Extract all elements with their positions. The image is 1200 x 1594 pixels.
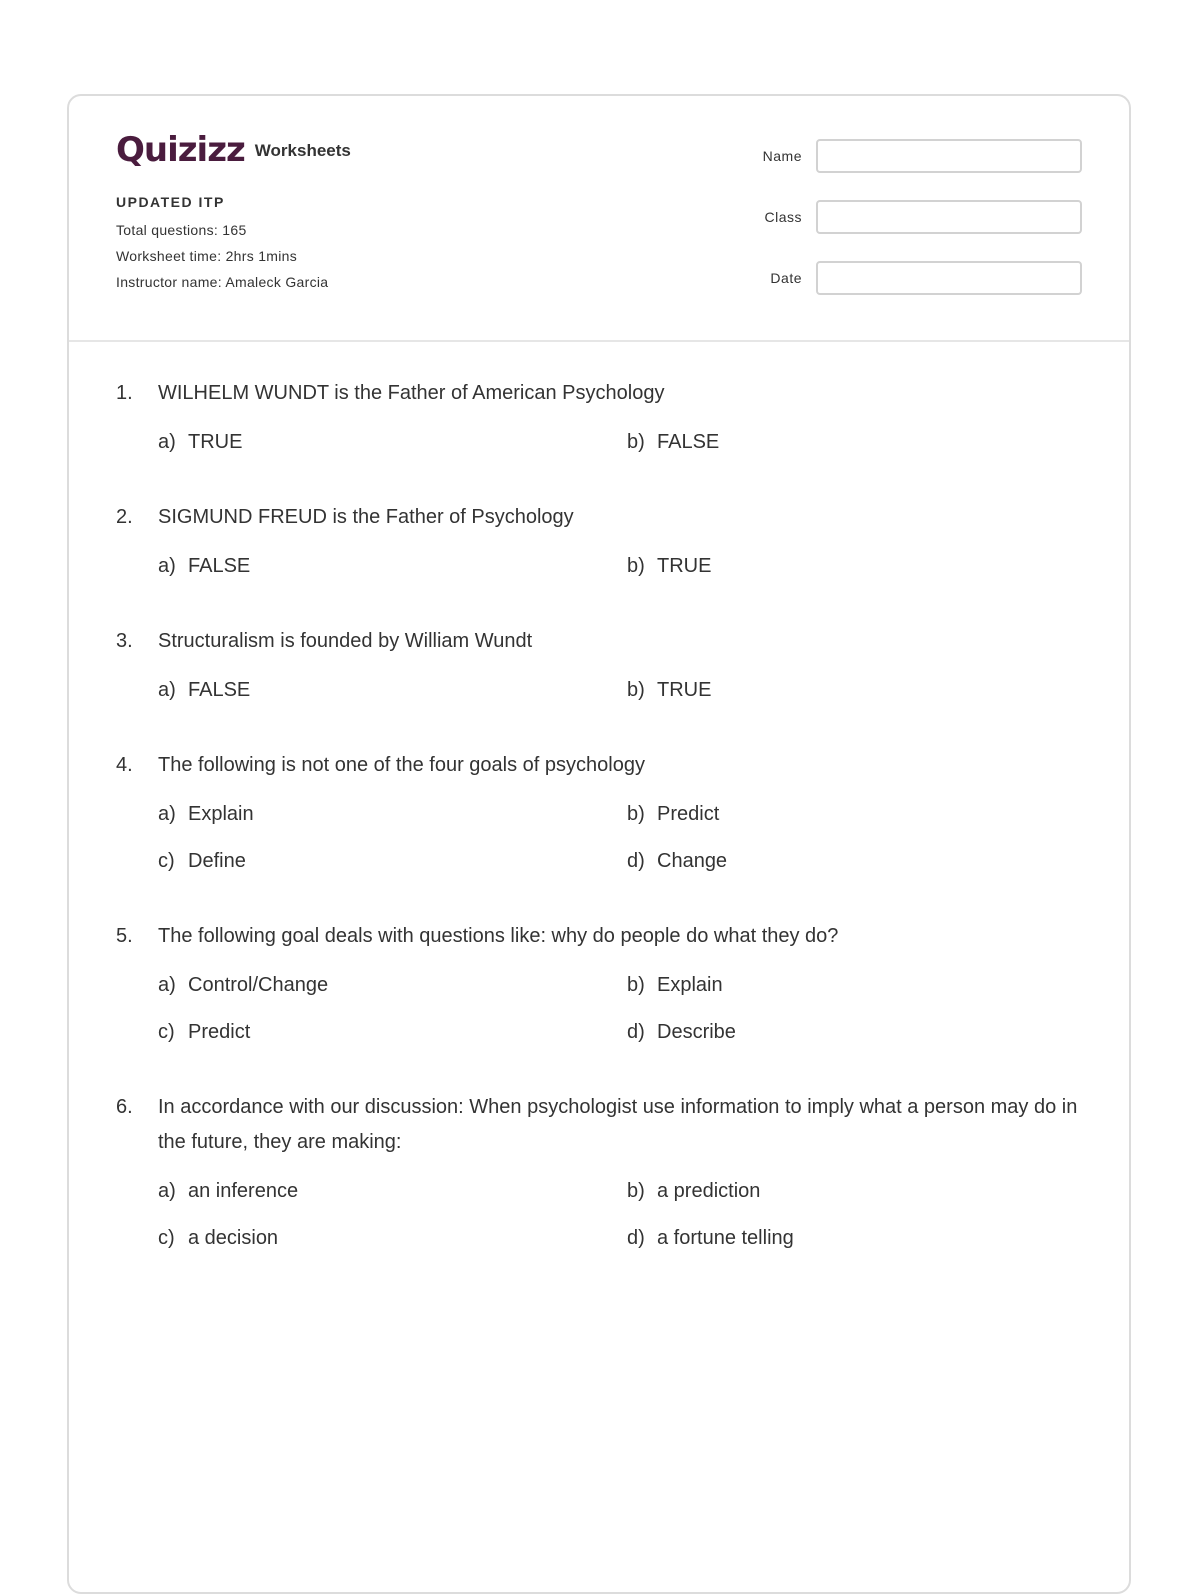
quizizz-logo: Quizizz	[116, 130, 245, 170]
option-letter: c)	[158, 1021, 175, 1043]
option-text: Explain	[188, 803, 254, 825]
option-text: FALSE	[657, 431, 720, 453]
logo-row	[116, 130, 351, 170]
option-c	[158, 844, 627, 879]
date-label: Date	[770, 270, 802, 286]
option-letter: b)	[627, 803, 645, 825]
name-row	[763, 138, 1082, 174]
option-letter: a)	[158, 1180, 176, 1202]
option-letter: b)	[627, 555, 645, 577]
option-b	[627, 797, 1027, 832]
option-text: Explain	[657, 974, 723, 996]
option-text: FALSE	[188, 679, 251, 701]
question-3	[116, 624, 1096, 708]
date-field[interactable]	[816, 261, 1082, 295]
name-field[interactable]	[816, 139, 1082, 173]
option-a	[158, 425, 627, 460]
option-c	[158, 1015, 627, 1050]
question-4	[116, 748, 1096, 879]
worksheet-card	[67, 94, 1131, 1594]
option-b	[627, 673, 1027, 708]
question-text: The following is not one of the four goals of psychology	[158, 754, 645, 776]
option-text: an inference	[188, 1180, 299, 1202]
total-questions: Total questions: 165	[116, 222, 247, 238]
option-text: FALSE	[188, 555, 251, 577]
option-text: TRUE	[657, 679, 712, 701]
instructor-name: Instructor name: Amaleck Garcia	[116, 274, 329, 290]
question-number: 4.	[116, 754, 133, 776]
student-fields	[763, 138, 1082, 321]
option-text: Define	[188, 850, 246, 872]
option-letter: a)	[158, 555, 176, 577]
option-c	[158, 1221, 627, 1256]
question-number: 5.	[116, 925, 133, 947]
option-letter: b)	[627, 1180, 645, 1202]
question-number: 3.	[116, 630, 133, 652]
option-d	[627, 1221, 1027, 1256]
option-text: Predict	[188, 1021, 251, 1043]
worksheet-title: UPDATED ITP	[116, 194, 225, 210]
option-b	[627, 425, 1027, 460]
class-label: Class	[764, 209, 802, 225]
class-row	[763, 199, 1082, 235]
option-a	[158, 1174, 627, 1209]
option-text: Control/Change	[188, 974, 329, 996]
option-letter: b)	[627, 974, 645, 996]
option-text: a fortune telling	[657, 1227, 794, 1249]
question-2	[116, 500, 1096, 584]
option-text: a decision	[188, 1227, 279, 1249]
option-letter: a)	[158, 974, 176, 996]
option-text: Describe	[657, 1021, 736, 1043]
option-text: TRUE	[657, 555, 712, 577]
class-field[interactable]	[816, 200, 1082, 234]
option-letter: b)	[627, 431, 645, 453]
option-text: Predict	[657, 803, 720, 825]
option-text: Change	[657, 850, 728, 872]
logo-subtitle: Worksheets	[254, 141, 351, 160]
option-letter: c)	[158, 1227, 175, 1249]
question-number: 1.	[116, 382, 133, 404]
option-letter: b)	[627, 679, 645, 701]
option-a	[158, 797, 627, 832]
option-b	[627, 1174, 1027, 1209]
worksheet-meta	[116, 194, 328, 300]
worksheet-header	[69, 96, 1129, 342]
option-a	[158, 549, 627, 584]
option-letter: a)	[158, 679, 176, 701]
option-b	[627, 968, 1027, 1003]
question-text: The following goal deals with questions like: why do people do what they do?	[158, 925, 839, 947]
option-b	[627, 549, 1027, 584]
question-5	[116, 919, 1096, 1050]
option-text: a prediction	[657, 1180, 761, 1202]
option-letter: d)	[627, 1227, 645, 1249]
question-6	[116, 1090, 1096, 1256]
question-text: In accordance with our discussion: When psychologist use information to imply what a person may do in the future, they are making:	[158, 1096, 1078, 1153]
question-text: SIGMUND FREUD is the Father of Psychology	[158, 506, 574, 528]
option-letter: a)	[158, 431, 176, 453]
option-d	[627, 844, 1027, 879]
date-row	[763, 260, 1082, 296]
question-list	[116, 376, 1096, 1296]
worksheet-time: Worksheet time: 2hrs 1mins	[116, 248, 298, 264]
option-a	[158, 968, 627, 1003]
option-letter: a)	[158, 803, 176, 825]
option-d	[627, 1015, 1027, 1050]
option-a	[158, 673, 627, 708]
question-number: 2.	[116, 506, 133, 528]
option-text: TRUE	[188, 431, 243, 453]
name-label: Name	[762, 148, 802, 164]
question-1	[116, 376, 1096, 460]
option-letter: c)	[158, 850, 175, 872]
option-letter: d)	[627, 850, 645, 872]
question-text: Structuralism is founded by William Wundt	[158, 630, 533, 652]
option-letter: d)	[627, 1021, 645, 1043]
question-text: WILHELM WUNDT is the Father of American Psychology	[158, 382, 665, 404]
question-number: 6.	[116, 1096, 133, 1118]
